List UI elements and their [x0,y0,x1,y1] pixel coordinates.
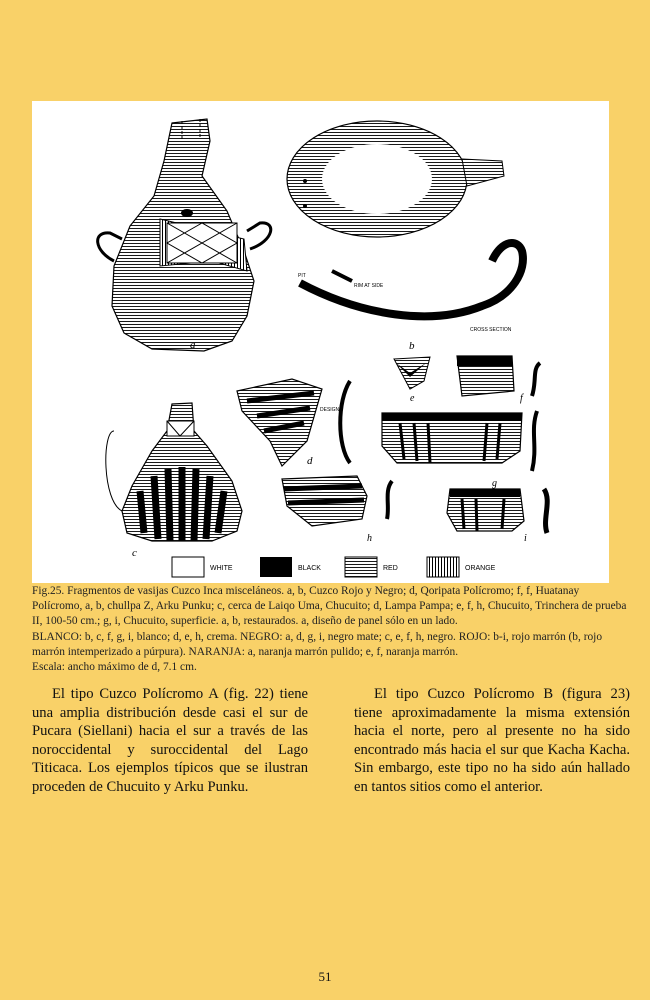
body-column-left [32,685,308,797]
caption-line: Fig.25. Fragmentos de vasijas Cuzco Inca misceláneos. a, b, Cuzco Rojo y Negro; d, Qoripata Polícromo; f, f, Huatanay Polícromo, a, b, chullpa Z, Arku Punku; c, cerca de Laiqo Uma, Chucuito; d, Lampa Pampa; e, f, h, Chucuito, Trinchera de prueba II, 100-50 cm.; g, i, Chucuito, superficie. a, b, restaurados. a, diseño de panel sólo en un lado. [32,585,627,628]
fragment-g [382,411,537,471]
vessel-b-cross-section [300,243,523,316]
legend-white: WHITE [210,565,233,572]
legend [172,557,496,577]
label-c: c [132,547,137,559]
fragment-d [237,379,350,466]
figure-caption [32,584,632,675]
label-f: f [520,393,523,404]
label-d: d [307,455,313,467]
fragment-f [457,356,540,396]
label-g: g [492,478,497,489]
page-number: 51 [318,969,332,984]
label-i: i [524,533,527,544]
label-e: e [410,393,415,404]
annotation-design: DESIGN [320,407,340,413]
vessel-b [287,121,504,237]
paragraph: El tipo Cuzco Polícromo A (fig. 22) tiene una amplia distribución desde casi el sur de Pucara (Siellani) hacia el sur a través de las noroccidental y suroccidental del Lago Titicaca. Los ejemplos típicos que se ilustran proceden de Chucuito y Arku Punku. [32,686,308,795]
fragment-i [447,489,547,533]
fragment-h [282,476,392,526]
vessel-a [98,119,271,351]
label-a: a [190,339,196,351]
fragment-e [394,357,430,389]
label-b: b [409,340,415,352]
legend-red: RED [383,565,398,572]
annotation-cross-section: CROSS SECTION [470,327,512,333]
vessel-c [106,403,242,541]
annotation-rim-side: RIM AT SIDE [354,283,384,289]
pottery-figure [32,101,609,583]
legend-black: BLACK [298,565,321,572]
caption-line: BLANCO: b, c, f, g, i, blanco; d, e, h, crema. NEGRO: a, d, g, i, negro mate; c, e, f, h, negro. ROJO: b-i, rojo marrón (b, rojo marrón intemperizado a púrpura). NARANJA: a, naranja marrón pulido; e, f, naranja marrón. [32,630,603,658]
annotation-pit: PIT [298,273,306,279]
caption-line: Escala: ancho máximo de d, 7.1 cm. [32,661,197,674]
body-column-right [354,685,630,797]
legend-orange: ORANGE [465,565,496,572]
label-h: h [367,533,372,544]
paragraph: El tipo Cuzco Polícromo B (figura 23) tiene aproximadamente la misma extensión hacia el norte, pero al presente no ha sido encontrado más hacia el sur que Kacha Kacha. Sin embargo, este tipo no ha sido aún hallado en tantos sitios como el anterior. [354,686,630,795]
